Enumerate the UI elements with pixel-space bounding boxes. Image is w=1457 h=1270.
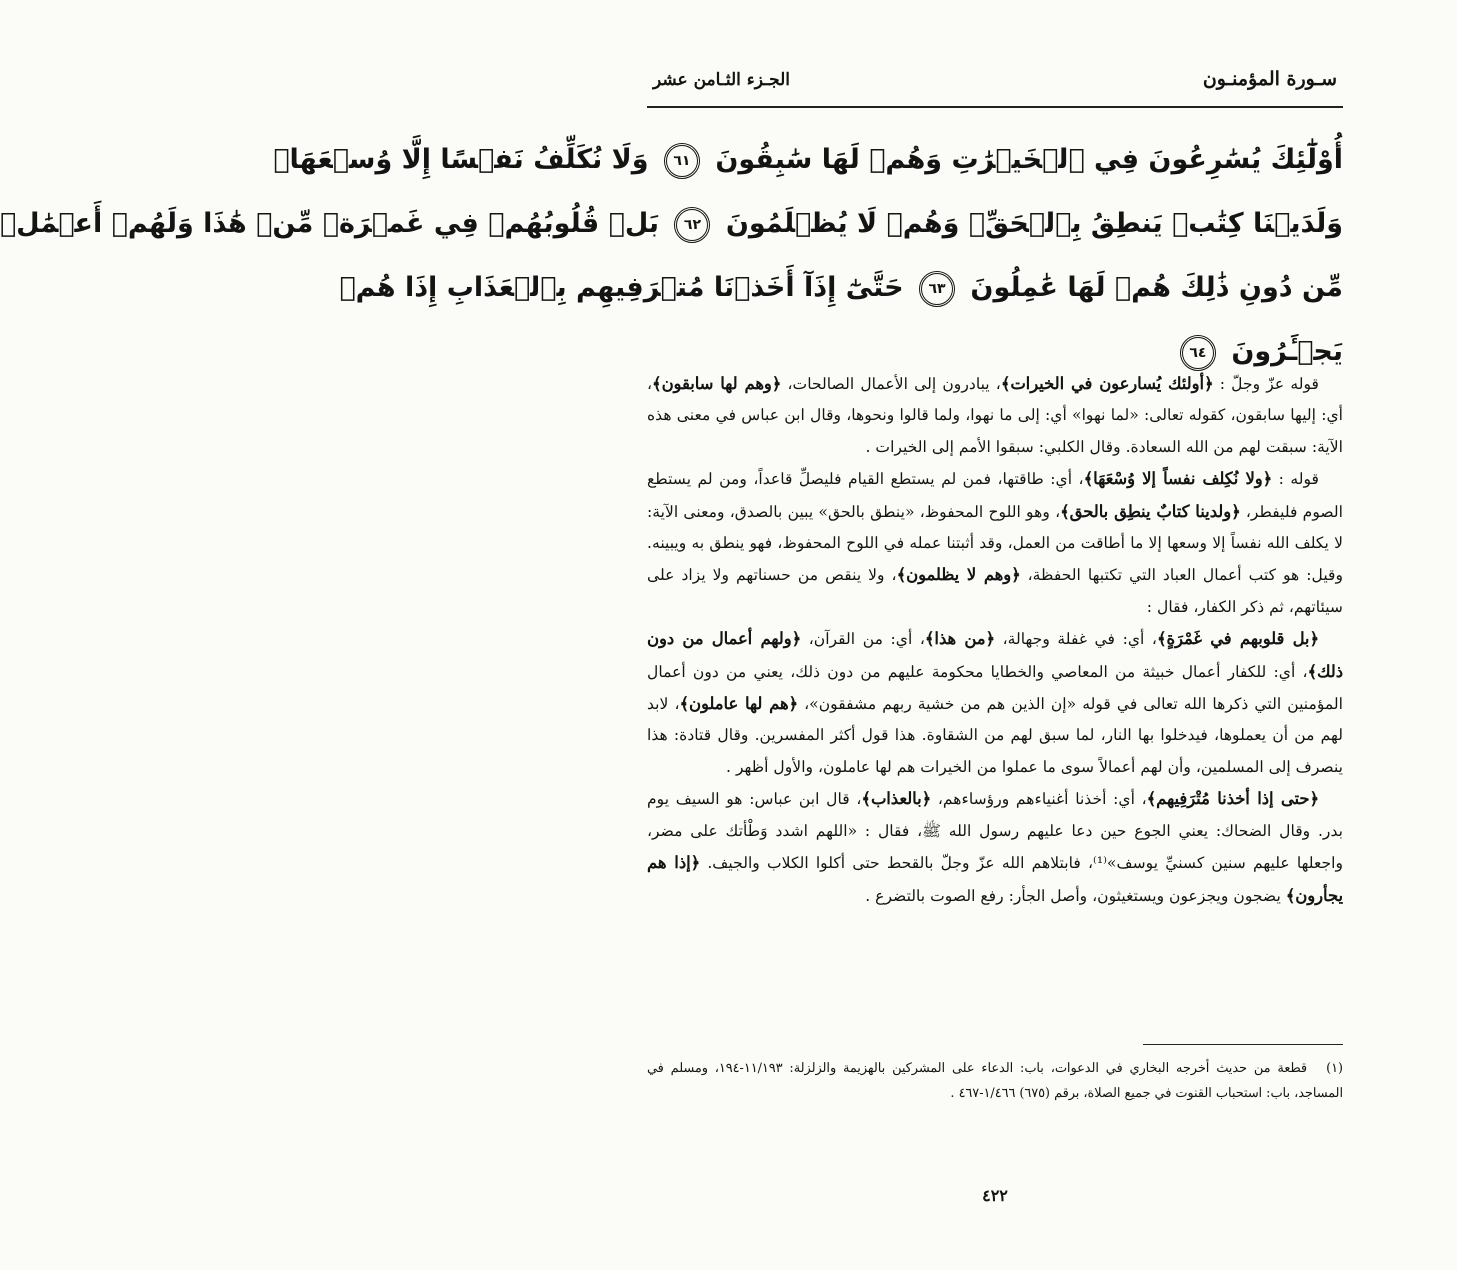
verse-number-marker: ٦٤ — [1180, 335, 1216, 371]
verse-text: حَتَّىٰٓ إِذَآ أَخَذۡنَا مُتۡرَفِيهِم بِٱلۡعَذَابِ إِذَا هُمۡ — [339, 272, 904, 303]
header-rule — [647, 106, 1343, 108]
tafsir-commentary — [647, 368, 1343, 912]
commentary-paragraph: ﴿حتى إذا أخذنا مُتْرَفِيهم﴾، أي: أخذنا أغنياءهم ورؤساءهم، ﴿بالعذاب﴾، قال ابن عباس: هو السيف يوم بدر. وقال الضحاك: يعني الجوع حين دعا عليهم رسول الله ﷺ، فقال : «اللهم اشدد وَطْأتك على مضر، واجعلها عليهم سنين كسنيِّ يوسف»⁽¹⁾، فابتلاهم الله عزّ وجلّ بالقحط حتى أكلوا الكلاب والجيف. ﴿إذا هم يجأرون﴾ يضجون ويجزعون ويستغيثون، وأصل الجأر: رفع الصوت بالتضرع . — [647, 789, 1343, 905]
quran-line — [339, 256, 1343, 320]
commentary-paragraph: قوله : ﴿ولا نُكِلف نفساً إلا وُسْعَهَا﴾، أي: طاقتها، فمن لم يستطع القيام فليصلِّ قاعداً، ومن لم يستطع الصوم فليفطر، ﴿ولدينا كتابٌ ينطِق بالحق﴾، وهو اللوح المحفوظ، «ينطق بالحق» يبين بالصدق، ومعنى الآية: لا يكلف الله نفساً إلا وسعها إلا ما أطاقت من العمل، وقد أثبتنا عمله في اللوح المحفوظ، فهو ينطق به ويبينه. وقيل: هو كتب أعمال العباد التي تكتبها الحفظة، ﴿وهم لا يظلمون﴾، ولا ينقص من حسناتهم ولا يزاد على سيئاتهم، ثم ذكر الكفار، فقال : — [647, 469, 1344, 616]
commentary-paragraph: قوله عزّ وجلّ : ﴿أولئك يُسارعون في الخيرات﴾، يبادرون إلى الأعمال الصالحات، ﴿وهم لها سابقون﴾، أي: إليها سابقون، كقوله تعالى: «لما نهوا» أي: إلى ما نهوا، ولما قالوا ونحوها، وقال ابن عباس في معنى هذه الآية: سبقت لهم من الله السعادة. وقال الكلبي: سبقوا الأمم إلى الخيرات . — [647, 374, 1343, 456]
verse-text: يَجۡـَٔرُونَ — [1231, 336, 1343, 367]
book-page — [0, 56, 1344, 1246]
verse-number-marker: ٦٢ — [674, 207, 710, 243]
verse-number-marker: ٦٣ — [919, 271, 955, 307]
verse-text: مِّن دُونِ ذَٰلِكَ هُمۡ لَهَا عَٰمِلُونَ — [970, 272, 1343, 303]
verse-text: وَلَا نُكَلِّفُ نَفۡسًا إِلَّا وُسۡعَهَاۖ — [273, 144, 649, 175]
footnote — [647, 1056, 1343, 1106]
quran-verses-block — [0, 128, 1343, 384]
verse-text: أُوْلَٰٓئِكَ يُسَٰرِعُونَ فِي ٱلۡخَيۡرَٰتِ وَهُمۡ لَهَا سَٰبِقُونَ — [715, 144, 1343, 175]
commentary-paragraph: ﴿بل قلوبهم في غَمْرَةٍ﴾، أي: في غفلة وجهالة، ﴿من هذا﴾، أي: من القرآن، ﴿ولهم أعمال من دون ذلك﴾، أي: للكفار أعمال خبيثة من المعاصي والخطايا محكومة عليهم من دون ذلك، يعني من دون أعمال المؤمنين التي ذكرها الله تعالى في قوله «إن الذين هم من خشية ربهم مشفقون»، ﴿هم لها عاملون﴾، لابد لهم من أن يعملوها، فيدخلوا بها النار، لما سبق لهم من الشقاوة. هذا قول أكثر المفسرين. وقال قتادة: هذا ينصرف إلى المسلمين، وأن لهم أعمالاً سوى ما عملوا من الخيرات هم لها عاملون، والأول أظهر . — [647, 629, 1343, 776]
verse-text: وَلَدَيۡنَا كِتَٰبٞ يَنطِقُ بِٱلۡحَقِّۚ وَهُمۡ لَا يُظۡلَمُونَ — [725, 208, 1343, 239]
footnote-separator — [1143, 1044, 1343, 1045]
juz-title: الجـزء الثـامن عشر — [653, 70, 790, 90]
running-header — [647, 56, 1343, 108]
page-number: ٤٢٢ — [982, 1186, 1008, 1205]
verse-text: بَلۡ قُلُوبُهُمۡ فِي غَمۡرَةٖ مِّنۡ هَٰذَا وَلَهُمۡ أَعۡمَٰلٞ — [0, 208, 660, 239]
quran-line — [273, 128, 1343, 192]
footnote-text: قطعة من حديث أخرجه البخاري في الدعوات، باب: الدعاء على المشركين بالهزيمة والزلزلة: ١١/١٩٣-١٩٤، ومسلم في المساجد، باب: استحباب القنوت في جميع الصلاة، برقم (٦٧٥) ١/٤٦٦-٤٦٧ . — [647, 1061, 1343, 1101]
quran-line — [0, 192, 1343, 256]
surah-title: سـورة المؤمنـون — [1202, 68, 1337, 90]
footnote-number: (١) — [1326, 1061, 1343, 1076]
verse-number-marker: ٦١ — [664, 143, 700, 179]
